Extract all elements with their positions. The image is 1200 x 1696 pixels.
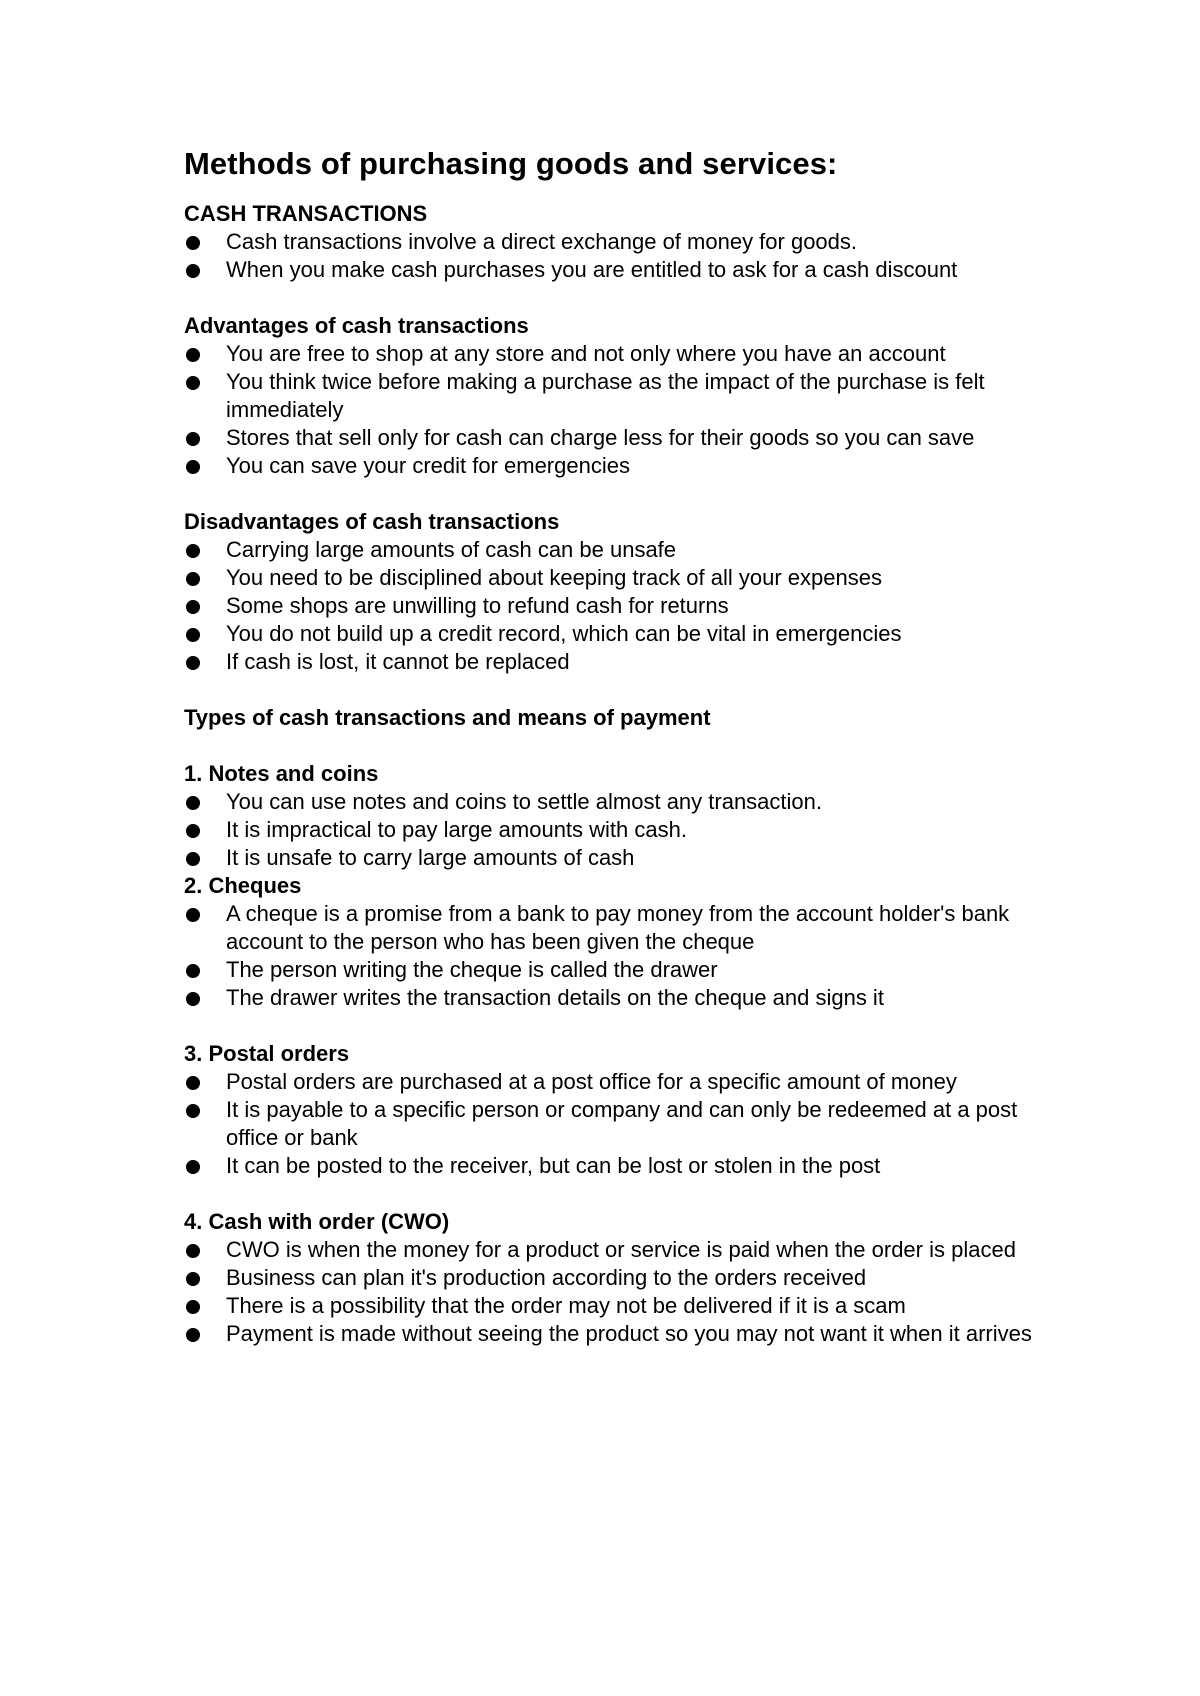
list-item-text: Stores that sell only for cash can charge less for their goods so you can save bbox=[226, 425, 975, 450]
bullet-icon bbox=[186, 236, 200, 250]
list-item bbox=[184, 452, 1064, 480]
list-item bbox=[184, 900, 1064, 956]
list-item-text: You think twice before making a purchase as the impact of the purchase is felt immediately bbox=[226, 369, 985, 422]
bullet-list bbox=[184, 228, 1064, 284]
list-item-text: Postal orders are purchased at a post office for a specific amount of money bbox=[226, 1069, 957, 1094]
list-item-text: CWO is when the money for a product or service is paid when the order is placed bbox=[226, 1237, 1016, 1262]
section-heading: CASH TRANSACTIONS bbox=[184, 201, 428, 226]
section-heading: Disadvantages of cash transactions bbox=[184, 509, 560, 534]
list-item bbox=[184, 1068, 1064, 1096]
list-item-text: It is unsafe to carry large amounts of cash bbox=[226, 845, 635, 870]
bullet-icon bbox=[186, 1104, 200, 1118]
bullet-icon bbox=[186, 1272, 200, 1286]
bullet-icon bbox=[186, 264, 200, 278]
list-item bbox=[184, 1236, 1064, 1264]
list-item bbox=[184, 564, 1064, 592]
list-item bbox=[184, 844, 1064, 872]
bullet-icon bbox=[186, 1244, 200, 1258]
bullet-list bbox=[184, 788, 1064, 872]
bullet-icon bbox=[186, 376, 200, 390]
section-heading: 4. Cash with order (CWO) bbox=[184, 1209, 450, 1234]
list-item-text: You need to be disciplined about keeping track of all your expenses bbox=[226, 565, 882, 590]
bullet-icon bbox=[186, 796, 200, 810]
list-item bbox=[184, 340, 1064, 368]
list-item-text: If cash is lost, it cannot be replaced bbox=[226, 649, 570, 674]
list-item-text: You can use notes and coins to settle almost any transaction. bbox=[226, 789, 822, 814]
bullet-icon bbox=[186, 852, 200, 866]
bullet-list bbox=[184, 536, 1064, 676]
bullet-icon bbox=[186, 1076, 200, 1090]
spacer bbox=[184, 732, 1064, 760]
bullet-list bbox=[184, 1236, 1064, 1348]
list-item-text: The drawer writes the transaction details on the cheque and signs it bbox=[226, 985, 884, 1010]
list-item bbox=[184, 788, 1064, 816]
list-item-text: Payment is made without seeing the product so you may not want it when it arrives bbox=[226, 1321, 1032, 1346]
bullet-icon bbox=[186, 600, 200, 614]
section-cash-transactions bbox=[184, 200, 1064, 284]
list-item bbox=[184, 1292, 1064, 1320]
list-item-text: You do not build up a credit record, which can be vital in emergencies bbox=[226, 621, 902, 646]
bullet-icon bbox=[186, 544, 200, 558]
bullet-list bbox=[184, 900, 1064, 1012]
section-heading: 2. Cheques bbox=[184, 873, 302, 898]
bullet-icon bbox=[186, 1328, 200, 1342]
list-item bbox=[184, 648, 1064, 676]
bullet-icon bbox=[186, 1160, 200, 1174]
section-heading: Types of cash transactions and means of payment bbox=[184, 705, 711, 730]
spacer bbox=[184, 284, 1064, 312]
list-item bbox=[184, 368, 1064, 424]
spacer bbox=[184, 480, 1064, 508]
spacer bbox=[184, 1180, 1064, 1208]
list-item bbox=[184, 816, 1064, 844]
list-item bbox=[184, 984, 1064, 1012]
bullet-icon bbox=[186, 460, 200, 474]
list-item-text: There is a possibility that the order may not be delivered if it is a scam bbox=[226, 1293, 906, 1318]
bullet-icon bbox=[186, 1300, 200, 1314]
section-heading: 3. Postal orders bbox=[184, 1041, 350, 1066]
list-item-text: It is impractical to pay large amounts with cash. bbox=[226, 817, 687, 842]
bullet-icon bbox=[186, 656, 200, 670]
bullet-icon bbox=[186, 432, 200, 446]
list-item bbox=[184, 620, 1064, 648]
list-item bbox=[184, 592, 1064, 620]
list-item-text: When you make cash purchases you are entitled to ask for a cash discount bbox=[226, 257, 958, 282]
bullet-list bbox=[184, 340, 1064, 480]
document-title: Methods of purchasing goods and services: bbox=[184, 146, 838, 181]
list-item bbox=[184, 536, 1064, 564]
spacer bbox=[184, 1012, 1064, 1040]
list-item-text: You are free to shop at any store and not only where you have an account bbox=[226, 341, 946, 366]
document-page bbox=[184, 144, 1064, 1348]
list-item-text: Some shops are unwilling to refund cash for returns bbox=[226, 593, 729, 618]
section-notes-and-coins bbox=[184, 760, 1064, 872]
list-item bbox=[184, 256, 1064, 284]
bullet-icon bbox=[186, 964, 200, 978]
section-cheques bbox=[184, 872, 1064, 1012]
list-item bbox=[184, 1096, 1064, 1152]
section-postal-orders bbox=[184, 1040, 1064, 1180]
list-item-text: Cash transactions involve a direct exchange of money for goods. bbox=[226, 229, 858, 254]
list-item-text: It is payable to a specific person or company and can only be redeemed at a post office or bank bbox=[226, 1097, 1018, 1150]
list-item bbox=[184, 424, 1064, 452]
section-advantages bbox=[184, 312, 1064, 480]
list-item-text: Business can plan it's production according to the orders received bbox=[226, 1265, 867, 1290]
bullet-icon bbox=[186, 824, 200, 838]
list-item bbox=[184, 228, 1064, 256]
list-item bbox=[184, 1152, 1064, 1180]
list-item bbox=[184, 1320, 1064, 1348]
bullet-icon bbox=[186, 348, 200, 362]
list-item-text: A cheque is a promise from a bank to pay money from the account holder's bank account to the person who has been given the cheque bbox=[226, 901, 1010, 954]
list-item-text: Carrying large amounts of cash can be unsafe bbox=[226, 537, 677, 562]
section-disadvantages bbox=[184, 508, 1064, 676]
list-item bbox=[184, 1264, 1064, 1292]
bullet-icon bbox=[186, 572, 200, 586]
bullet-icon bbox=[186, 992, 200, 1006]
list-item-text: It can be posted to the receiver, but can be lost or stolen in the post bbox=[226, 1153, 881, 1178]
bullet-list bbox=[184, 1068, 1064, 1180]
list-item-text: You can save your credit for emergencies bbox=[226, 453, 630, 478]
list-item bbox=[184, 956, 1064, 984]
section-cash-with-order bbox=[184, 1208, 1064, 1348]
list-item-text: The person writing the cheque is called the drawer bbox=[226, 957, 718, 982]
bullet-icon bbox=[186, 628, 200, 642]
bullet-icon bbox=[186, 908, 200, 922]
section-heading: Advantages of cash transactions bbox=[184, 313, 529, 338]
spacer bbox=[184, 676, 1064, 704]
section-heading: 1. Notes and coins bbox=[184, 761, 379, 786]
section-types bbox=[184, 704, 1064, 732]
